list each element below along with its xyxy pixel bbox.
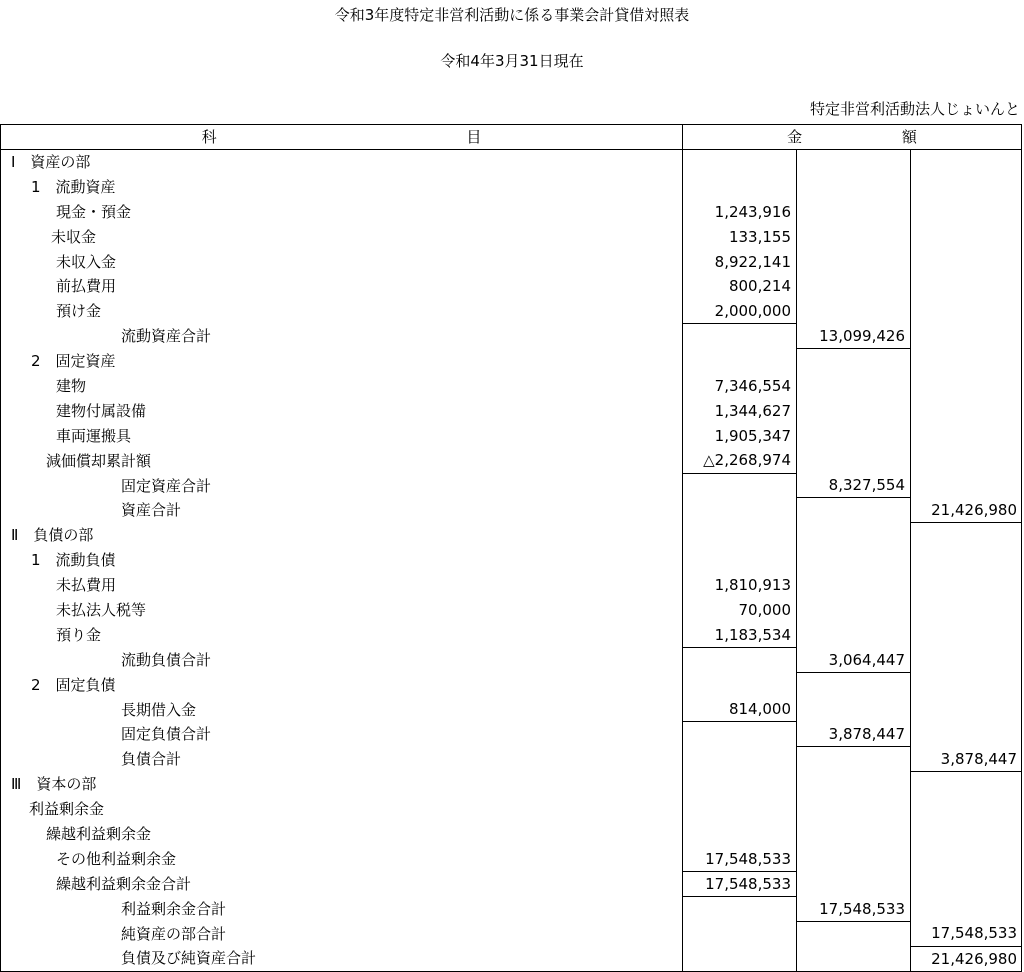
table-row: [1, 174, 1022, 199]
table-row: [1, 448, 1022, 473]
table-row: [1, 871, 1022, 896]
col3-cell: [797, 697, 911, 722]
col4-cell: [911, 249, 1022, 274]
row-label: 2 固定資産: [1, 349, 683, 374]
row-label: 未収金: [1, 224, 683, 249]
col4-cell: [911, 199, 1022, 224]
col4-cell: [911, 797, 1022, 822]
col4-cell: [911, 697, 1022, 722]
col2-cell: 70,000: [683, 598, 797, 623]
col3-cell: [797, 946, 911, 971]
col3-cell: [797, 598, 911, 623]
row-label: 負債合計: [1, 747, 683, 772]
table-row: [1, 150, 1022, 175]
col4-cell: [911, 548, 1022, 573]
table-row: [1, 299, 1022, 324]
col3-cell: [797, 747, 911, 772]
row-label: 固定負債合計: [1, 722, 683, 747]
col4-cell: 3,878,447: [911, 747, 1022, 772]
col2-cell: [683, 150, 797, 175]
report-date: 令和4年3月31日現在: [440, 52, 584, 70]
table-row: [1, 473, 1022, 498]
table-header-row: [1, 125, 1022, 150]
table-row: [1, 423, 1022, 448]
col3-cell: 8,327,554: [797, 473, 911, 498]
col3-cell: [797, 349, 911, 374]
col3-cell: [797, 448, 911, 473]
row-label: 流動資産合計: [1, 324, 683, 349]
col2-cell: 7,346,554: [683, 374, 797, 399]
table-row: [1, 548, 1022, 573]
section-capital-label: Ⅲ 資本の部: [1, 772, 683, 797]
col3-cell: [797, 548, 911, 573]
col4-cell: [911, 299, 1022, 324]
col3-cell: [797, 797, 911, 822]
col3-cell: [797, 150, 911, 175]
col3-cell: [797, 822, 911, 847]
col3-cell: [797, 274, 911, 299]
col4-cell: [911, 274, 1022, 299]
table-row: [1, 672, 1022, 697]
table-row: [1, 896, 1022, 921]
col3-cell: 3,878,447: [797, 722, 911, 747]
col4-cell: [911, 896, 1022, 921]
col2-cell: 8,922,141: [683, 249, 797, 274]
col3-cell: [797, 199, 911, 224]
col3-cell: [797, 498, 911, 523]
col4-cell: [911, 846, 1022, 871]
table-row: [1, 846, 1022, 871]
row-label: 1 流動資産: [1, 174, 683, 199]
row-label: 前払費用: [1, 274, 683, 299]
row-label: 減価償却累計額: [1, 448, 683, 473]
table-row: [1, 797, 1022, 822]
col2-cell: [683, 722, 797, 747]
row-label: 純資産の部合計: [1, 921, 683, 946]
col4-cell: [911, 871, 1022, 896]
row-label: 預け金: [1, 299, 683, 324]
row-label: 預り金: [1, 622, 683, 647]
col4-cell: [911, 622, 1022, 647]
table-row: [1, 249, 1022, 274]
col4-cell: [911, 573, 1022, 598]
table-row: [1, 647, 1022, 672]
col3-cell: [797, 398, 911, 423]
col4-cell: 17,548,533: [911, 921, 1022, 946]
col3-cell: [797, 523, 911, 548]
header-subject: [1, 125, 683, 150]
col4-cell: [911, 523, 1022, 548]
row-label: 車両運搬具: [1, 423, 683, 448]
row-label: 未収入金: [1, 249, 683, 274]
col4-cell: [911, 150, 1022, 175]
table-row: [1, 573, 1022, 598]
col2-cell: [683, 498, 797, 523]
table-row: [1, 349, 1022, 374]
table-row: [1, 224, 1022, 249]
col2-cell: [683, 822, 797, 847]
col4-cell: [911, 598, 1022, 623]
col3-cell: 13,099,426: [797, 324, 911, 349]
table-row: [1, 523, 1022, 548]
row-label: 1 流動負債: [1, 548, 683, 573]
col4-cell: [911, 772, 1022, 797]
table-row: [1, 622, 1022, 647]
table-row: [1, 374, 1022, 399]
header-amount-a: 金: [787, 128, 803, 146]
col4-cell: [911, 398, 1022, 423]
section-assets-label: Ⅰ 資産の部: [1, 150, 683, 175]
col2-cell: 2,000,000: [683, 299, 797, 324]
col2-cell: [683, 772, 797, 797]
row-label: 2 固定負債: [1, 672, 683, 697]
col2-cell: [683, 548, 797, 573]
col2-cell: 1,344,627: [683, 398, 797, 423]
table-row: [1, 324, 1022, 349]
row-label: 資産合計: [1, 498, 683, 523]
col4-cell: [911, 174, 1022, 199]
col3-cell: [797, 374, 911, 399]
col2-cell: 1,905,347: [683, 423, 797, 448]
table-row: [1, 398, 1022, 423]
row-label: 利益剰余金合計: [1, 896, 683, 921]
table-row: [1, 747, 1022, 772]
col2-cell: [683, 896, 797, 921]
col4-cell: [911, 349, 1022, 374]
table-row: [1, 722, 1022, 747]
table-row: [1, 199, 1022, 224]
col4-cell: [911, 324, 1022, 349]
header-subject-a: 科: [201, 128, 217, 146]
col3-cell: 3,064,447: [797, 647, 911, 672]
col4-cell: [911, 647, 1022, 672]
table-row: [1, 697, 1022, 722]
col2-cell: [683, 473, 797, 498]
col2-cell: [683, 747, 797, 772]
col2-cell: [683, 523, 797, 548]
row-label: 建物: [1, 374, 683, 399]
col2-cell: 17,548,533: [683, 871, 797, 896]
report-title: 令和3年度特定非営利活動に係る事業会計貸借対照表: [334, 6, 690, 24]
table-row: [1, 822, 1022, 847]
col3-cell: [797, 921, 911, 946]
table-row: [1, 772, 1022, 797]
col3-cell: [797, 772, 911, 797]
col4-cell: [911, 672, 1022, 697]
table-row: [1, 274, 1022, 299]
col2-cell: [683, 672, 797, 697]
col4-cell: [911, 224, 1022, 249]
row-label: 未払法人税等: [1, 598, 683, 623]
row-label: 流動負債合計: [1, 647, 683, 672]
row-label: 利益剰余金: [1, 797, 683, 822]
col3-cell: [797, 846, 911, 871]
col4-cell: [911, 473, 1022, 498]
table-row: [1, 946, 1022, 971]
col4-cell: [911, 722, 1022, 747]
col4-cell: [911, 448, 1022, 473]
col4-cell: [911, 374, 1022, 399]
col3-cell: [797, 174, 911, 199]
col3-cell: [797, 573, 911, 598]
row-label: その他利益剰余金: [1, 846, 683, 871]
col2-cell: [683, 946, 797, 971]
row-label: 繰越利益剰余金: [1, 822, 683, 847]
col2-cell: 1,810,913: [683, 573, 797, 598]
row-label: 長期借入金: [1, 697, 683, 722]
col4-cell: [911, 423, 1022, 448]
table-row: [1, 598, 1022, 623]
col2-cell: 814,000: [683, 697, 797, 722]
col2-cell: 1,183,534: [683, 622, 797, 647]
row-label: 固定資産合計: [1, 473, 683, 498]
row-label: 現金・預金: [1, 199, 683, 224]
col3-cell: [797, 299, 911, 324]
col2-cell: 1,243,916: [683, 199, 797, 224]
col3-cell: [797, 871, 911, 896]
col2-cell: 17,548,533: [683, 846, 797, 871]
col2-cell: [683, 174, 797, 199]
col2-cell: [683, 349, 797, 374]
header-subject-b: 目: [466, 128, 482, 146]
col2-cell: 133,155: [683, 224, 797, 249]
col4-cell: [911, 822, 1022, 847]
section-liabilities-label: Ⅱ 負債の部: [1, 523, 683, 548]
col2-cell: [683, 797, 797, 822]
row-label: 建物付属設備: [1, 398, 683, 423]
col3-cell: [797, 672, 911, 697]
table-row: [1, 498, 1022, 523]
balance-sheet-table: [0, 124, 1022, 972]
header-amount-b: 額: [901, 128, 917, 146]
header-amount: [683, 125, 1022, 150]
col2-cell: [683, 647, 797, 672]
col2-cell: [683, 921, 797, 946]
row-label: 未払費用: [1, 573, 683, 598]
col2-cell: 800,214: [683, 274, 797, 299]
col2-cell: △2,268,974: [683, 448, 797, 473]
col3-cell: [797, 622, 911, 647]
organization-name: 特定非営利活動法人じょいんと: [809, 100, 1020, 118]
table-row: [1, 921, 1022, 946]
col3-cell: [797, 224, 911, 249]
row-label: 繰越利益剰余金合計: [1, 871, 683, 896]
col4-cell: 21,426,980: [911, 946, 1022, 971]
col3-cell: [797, 423, 911, 448]
col3-cell: 17,548,533: [797, 896, 911, 921]
row-label: 負債及び純資産合計: [1, 946, 683, 971]
col3-cell: [797, 249, 911, 274]
col2-cell: [683, 324, 797, 349]
col4-cell: 21,426,980: [911, 498, 1022, 523]
